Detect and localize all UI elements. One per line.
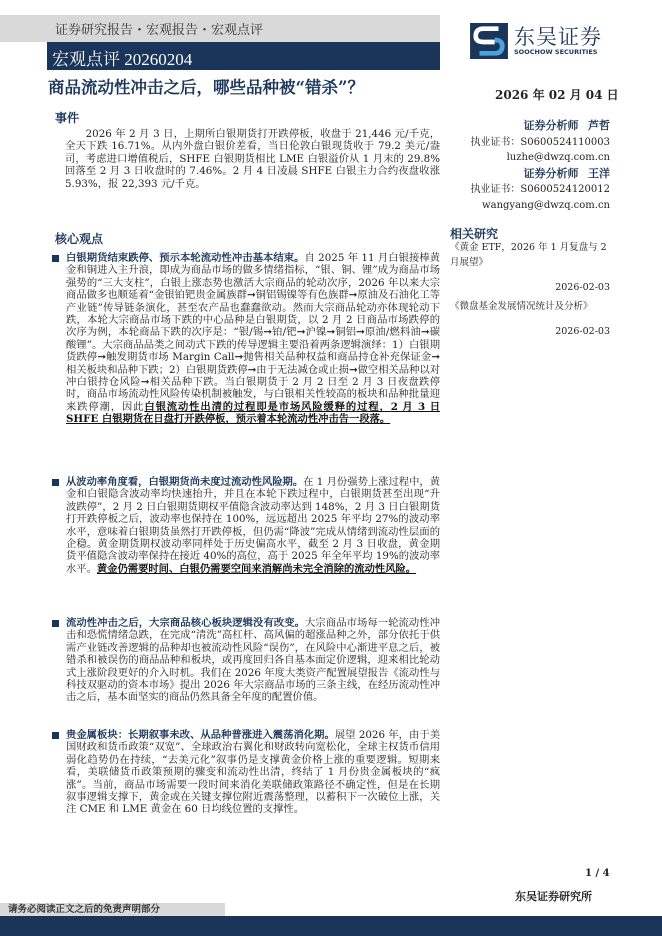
analyst-name: 王洋 (588, 166, 610, 180)
bullet-square-icon (52, 255, 59, 262)
core-point (52, 476, 440, 575)
analyst-cert: 执业证书：S0600524120012 (470, 184, 610, 195)
page-number: 1 / 4 (585, 868, 610, 879)
point-emphasis: 黄金仍需要时间、白银仍需要空间来消解尚未完全消除的流动性风险。 (96, 562, 417, 575)
point-lead: 白银期货结束跌停、预示本轮流动性冲击基本结束。 (66, 252, 305, 264)
logo-cn: 东吴证券 (514, 25, 602, 49)
related-list (450, 240, 610, 343)
analyst-title: 证券分析师 (523, 166, 579, 180)
analyst-name: 芦哲 (588, 119, 610, 132)
company-logo (470, 20, 620, 62)
report-series: 宏观点评 20260204 (52, 50, 193, 69)
core-point (52, 252, 440, 426)
related-heading: 相关研究 (450, 227, 499, 241)
logo-icon (470, 23, 508, 59)
related-date: 2026-02-03 (555, 326, 610, 337)
core-point (52, 729, 440, 816)
analyst-title: 证券分析师 (523, 119, 579, 132)
logo-en: SOOCHOW SECURITIES (514, 48, 598, 56)
related-title[interactable]: 《微盘基金发展情况统计及分析》 (450, 301, 593, 312)
point-body: 在 1 月份强势上涨过程中，黄金和白银隐含波动率均快速抬升，并且在本轮下跌过程中，白银期货甚至出现“升波跌停”，2 月 2 日白银期货期权平值隐含波动率达到 148%，2 月 3 日白银期货打开跌停板之后，波动率也保持在 100%，远远超出 2025 年平均 27%的波动率水平，意味着白银期货虽然打开跌停板，但仍需“降波”完成从情绪到流动性层面的企稳。黄金期货期权波动率同样处于历史偏高水平，截至 2 月 3 日收盘，黄金期货平值隐含波动率保持在接近 40%的高位，高于 2025 年全年平均 19%的波动率水平。 (66, 476, 440, 575)
analyst-block (450, 118, 610, 213)
analyst (450, 118, 610, 135)
point-emphasis: 白银流动性出清的过程即是市场风险缓释的过程，2 月 3 日 SHFE 白银期货在日盘打开跌停板，预示着本轮流动性冲击告一段落。 (66, 400, 441, 426)
institute-name: 东吴证券研究所 (515, 890, 592, 903)
related-item[interactable] (450, 299, 610, 339)
analyst-email[interactable]: luzhe@dwzq.com.cn (506, 152, 610, 163)
footer-band (0, 916, 662, 936)
point-lead: 流动性冲击之后，大宗商品核心板块逻辑没有改变。 (66, 617, 306, 629)
point-body: 大宗商品市场每一轮流动性冲击和恐慌情绪急跌，在完成“清洗”高杠杆、高风偏的超涨品种之外，部分依托于供需产业链改善逻辑的品种却也被流动性风险“误伤”，在风险中心渐进平息之后，被错杀和被误伤的商品品种和板块，或再度回归各自基本面定价逻辑，迎来相比轮动式上涨阶段更好的介入时机。我们在 2026 年度大类资产配置展望报告《流动性与科技双驱动的资本市场》提出 2026 年大宗商品市场的三条主线，在经历流动性冲击之后，基本面坚实的商品仍然具备全年度的配置价值。 (66, 617, 441, 704)
analyst-email[interactable]: wangyang@dwzq.com.cn (482, 199, 610, 211)
page-title: 商品流动性冲击之后，哪些品种被“错杀”？ (48, 78, 364, 97)
analyst (450, 166, 610, 183)
core-heading: 核心观点 (55, 232, 104, 246)
point-body: 展望 2026 年，由于美国财政和货币政策“双宽”、全球政治右翼化和财政转向宽松化，全球主权货币信用弱化趋势仍在持续，“去美元化”叙事仍是支撑黄金价格上涨的重要逻辑。短期来看，美联储货币政策预期的骤变和流动性出清，终结了 1 月份贵金属板块的“疯涨”。当前，商品市场需要一段时间来消化美联储政策路径不确定性，但是在长期叙事逻辑支撑下，黄金或在关键支撑位附近震荡整理，以蓄积下一次破位上涨，关注 CME 和 LME 黄金在 60 日均线位置的支撑性。 (66, 729, 440, 816)
point-lead: 贵金属板块：长期叙事未改、从品种普涨进入震荡消化期。 (66, 729, 335, 741)
point-body: 自 2025 年 11 月白银接棒黄金和铜进入主升浪，即成为商品市场的做多情绪指标，“银、铜、锂”成为商品市场强势的“三大支柱”，白银上涨态势也激活大宗商品的轮动次序，2026 年以来大宗商品做多也顺延着“金银铂钯贵金属族群➞铜铝锡镍等有色族群➞原油及石油化工等产业链”传导链条演化，甚至农产品也蠢蠢欲动。然而大宗商品轮动亦体现轮动下跌，本轮大宗商品市场下跌的中心品种是白银期货，以 2 月 2 日商品市场跌停的次序为例，本轮商品下跌的次序是：“银/锡➞铂/钯➞沪镍➞铜铝➞原油/燃料油➞碳酸锂”。大宗商品品类之间动式下跌的传导逻辑主要沿着两条逻辑演绎：1）白银期货跌停➞触发期货市场 Margin Call➞抛售相关品种权益和商品持仓补充保证金➞相关板块和品种下跌；2）白银期货跌停➞由于无法减仓或止损➞做空相关品种以对冲白银持仓风险➞相关品种下跌。当白银期货于 2 月 2 日至 2 月 3 日夜盘跌停时，商品市场流动性风险传染机制被触发，与白银相关性较高的板块和品种批量迎来跌停潮，因此 (66, 252, 441, 413)
report-date: 2026 年 02 月 04 日 (495, 88, 619, 102)
analyst-cert: 执业证书：S0600524110003 (470, 136, 610, 148)
point-lead: 从波动率角度看，白银期货尚未度过流动性风险期。 (66, 476, 304, 488)
related-title[interactable]: 《黄金 ETF，2026 年 1 月复盘与 2 月展望》 (450, 242, 607, 268)
core-point (52, 617, 440, 704)
breadcrumb: 证券研究报告・宏观报告・宏观点评 (55, 23, 264, 38)
events-heading: 事件 (55, 111, 80, 125)
related-date: 2026-02-03 (555, 282, 610, 293)
bullet-square-icon (52, 620, 59, 627)
bullet-square-icon (52, 479, 59, 486)
events-text: 2026 年 2 月 3 日，上期所白银期货打开跌停板，收盘于 21,446 元/千克，全天下跌 16.71%。从内外盘白银价差看，当日伦敦白银现货收于 79.2 美元/盎司，考虑进口增值税后，SHFE 白银期货相比 LME 白银溢价从 1 月末的 29.8%回落至 2 月 3 日收盘时的 7.46%。2 月 4 日凌晨 SHFE 白银主力合约夜盘收涨 5.93%，报 22,393 元/千克。 (65, 128, 440, 190)
bullet-square-icon (52, 732, 59, 739)
disclaimer-note: 请务必阅读正文之后的免责声明部分 (8, 904, 161, 915)
related-item[interactable] (450, 240, 610, 295)
